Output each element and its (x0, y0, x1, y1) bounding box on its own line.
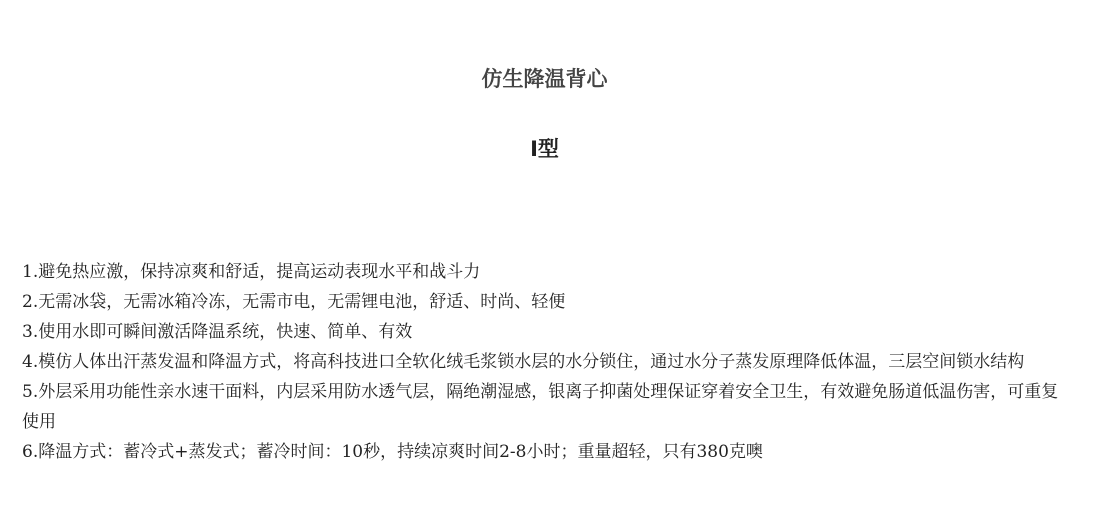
feature-item: 5.外层采用功能性亲水速干面料，内层采用防水透气层，隔绝潮湿感，银离子抑菌处理保证穿着安全卫生，有效避免肠道低温伤害，可重复使用 (22, 382, 1059, 432)
feature-item: 3.使用水即可瞬间激活降温系统，快速、简单、有效 (22, 322, 413, 342)
feature-item: 1.避免热应激，保持凉爽和舒适，提高运动表现水平和战斗力 (22, 262, 481, 282)
feature-item: 4.模仿人体出汗蒸发温和降温方式，将高科技进口全软化绒毛浆锁水层的水分锁住，通过水分子蒸发原理降低体温，三层空间锁水结构 (22, 352, 1025, 372)
feature-item: 2.无需冰袋，无需冰箱冷冻，无需市电，无需锂电池，舒适、时尚、轻便 (22, 292, 566, 312)
product-model: I型 (530, 137, 559, 161)
feature-item: 6.降温方式：蓄冷式+蒸发式；蓄冷时间：10秒，持续凉爽时间2-8小时；重量超轻，只有380克噢 (22, 442, 763, 462)
product-title: 仿生降温背心 (481, 67, 608, 91)
feature-list (22, 257, 1072, 467)
